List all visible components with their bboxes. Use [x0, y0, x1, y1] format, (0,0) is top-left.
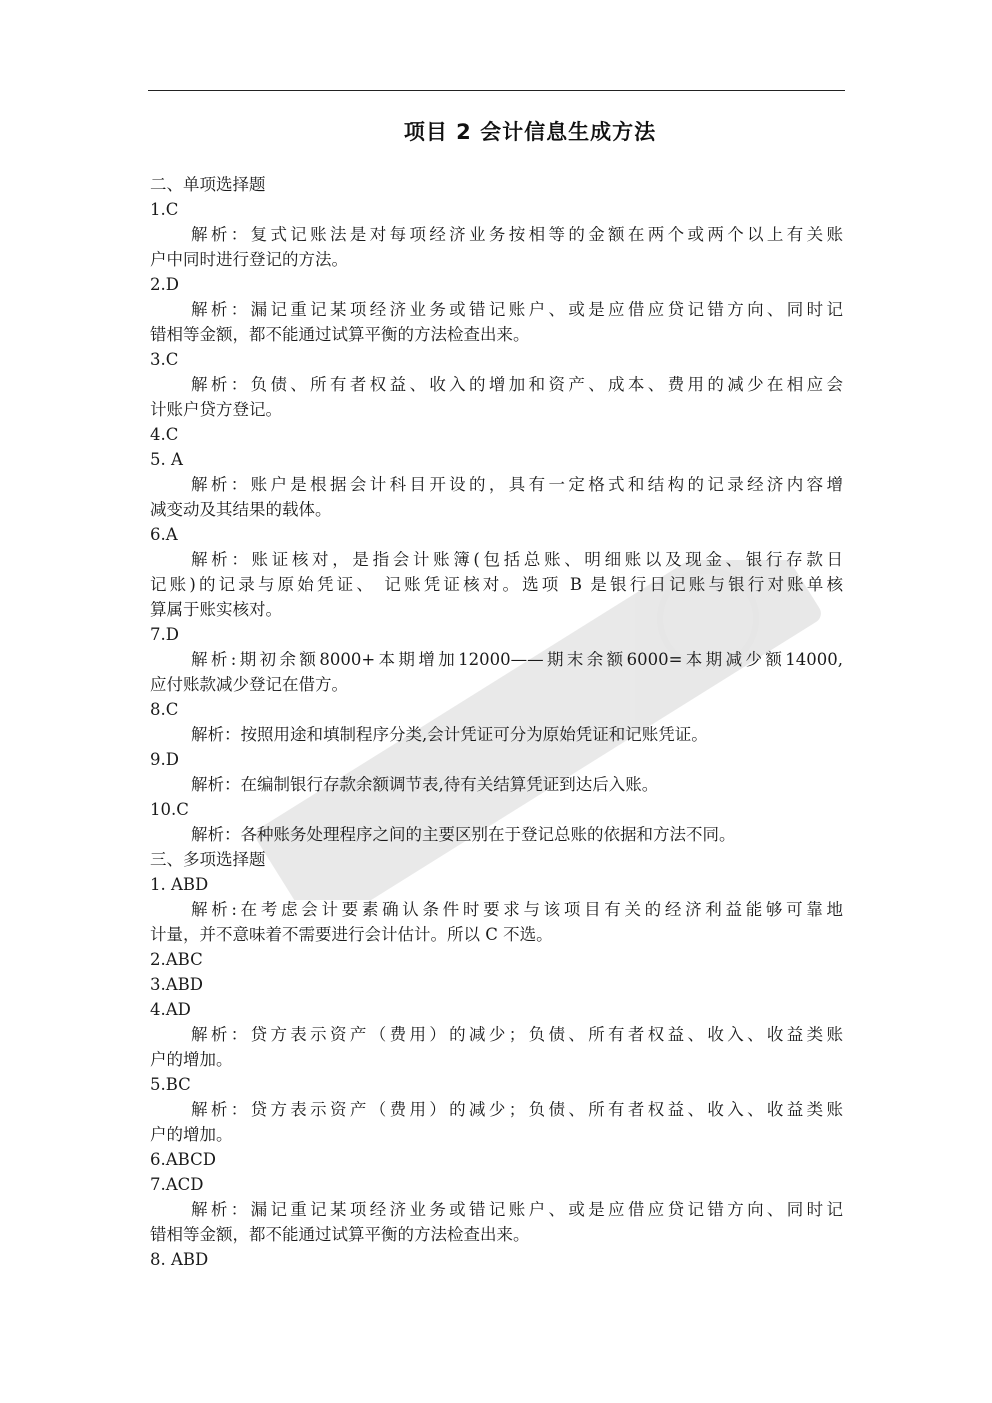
explanation-line: 户中同时进行登记的方法。 — [150, 250, 348, 269]
answer-line: 3.ABD — [150, 975, 204, 994]
section-heading-single-choice: 二、单项选择题 — [150, 175, 266, 194]
document-body — [150, 172, 843, 1272]
answer-line: 10.C — [150, 800, 189, 819]
explanation-line: 解析：账证核对，是指会计账簿(包括总账、明细账以及现金、银行存款日 — [191, 550, 843, 569]
explanation-line: 解析：漏记重记某项经济业务或错记账户、或是应借应贷记错方向、同时记 — [191, 1200, 843, 1219]
answer-line: 7.ACD — [150, 1175, 204, 1194]
explanation-line: 解析:在考虑会计要素确认条件时要求与该项目有关的经济利益能够可靠地 — [191, 900, 843, 919]
explanation-line: 解析:期初余额8000+本期增加12000——期末余额6000=本期减少额14000, — [191, 650, 843, 669]
answer-line: 4.C — [150, 425, 179, 444]
explanation-line: 解析：账户是根据会计科目开设的，具有一定格式和结构的记录经济内容增 — [191, 475, 843, 494]
explanation-line: 解析：复式记账法是对每项经济业务按相等的金额在两个或两个以上有关账 — [191, 225, 843, 244]
explanation-line: 错相等金额，都不能通过试算平衡的方法检查出来。 — [150, 1225, 530, 1244]
answer-line: 8. ABD — [150, 1250, 209, 1269]
explanation-line: 解析：漏记重记某项经济业务或错记账户、或是应借应贷记错方向、同时记 — [191, 300, 843, 319]
explanation-line: 减变动及其结果的载体。 — [150, 500, 332, 519]
explanation-line: 户的增加。 — [150, 1125, 233, 1144]
section-heading-multiple-choice: 三、多项选择题 — [150, 850, 266, 869]
answer-line: 1.C — [150, 200, 179, 219]
explanation-line: 解析：各种账务处理程序之间的主要区别在于登记总账的依据和方法不同。 — [191, 825, 736, 844]
explanation-line: 应付账款减少登记在借方。 — [150, 675, 348, 694]
answer-line: 1. ABD — [150, 875, 209, 894]
header-rule — [148, 90, 845, 91]
answer-line: 4.AD — [150, 1000, 191, 1019]
answer-line: 2.D — [150, 275, 179, 294]
explanation-line: 解析：在编制银行存款余额调节表,待有关结算凭证到达后入账。 — [191, 775, 659, 794]
answer-line: 5. A — [150, 450, 183, 469]
explanation-line: 记账)的记录与原始凭证、 记账凭证核对。选项 B 是银行日记账与银行对账单核 — [150, 575, 843, 594]
answer-line: 3.C — [150, 350, 179, 369]
explanation-line: 解析：按照用途和填制程序分类,会计凭证可分为原始凭证和记账凭证。 — [191, 725, 708, 744]
explanation-line: 计量，并不意味着不需要进行会计估计。所以 C 不选。 — [150, 925, 553, 944]
explanation-line: 算属于账实核对。 — [150, 600, 282, 619]
answer-line: 6.A — [150, 525, 178, 544]
page-title: 项目 2 会计信息生成方法 — [403, 120, 657, 144]
answer-line: 9.D — [150, 750, 179, 769]
answer-line: 5.BC — [150, 1075, 191, 1094]
explanation-line: 解析：负债、所有者权益、收入的增加和资产、成本、费用的减少在相应会 — [191, 375, 843, 394]
explanation-line: 解析：贷方表示资产（费用）的减少；负债、所有者权益、收入、收益类账 — [191, 1100, 843, 1119]
answer-line: 8.C — [150, 700, 179, 719]
answer-line: 7.D — [150, 625, 179, 644]
answer-line: 2.ABC — [150, 950, 203, 969]
explanation-line: 计账户贷方登记。 — [150, 400, 282, 419]
answer-line: 6.ABCD — [150, 1150, 216, 1169]
explanation-line: 户的增加。 — [150, 1050, 233, 1069]
explanation-line: 解析：贷方表示资产（费用）的减少；负债、所有者权益、收入、收益类账 — [191, 1025, 843, 1044]
explanation-line: 错相等金额，都不能通过试算平衡的方法检查出来。 — [150, 325, 530, 344]
